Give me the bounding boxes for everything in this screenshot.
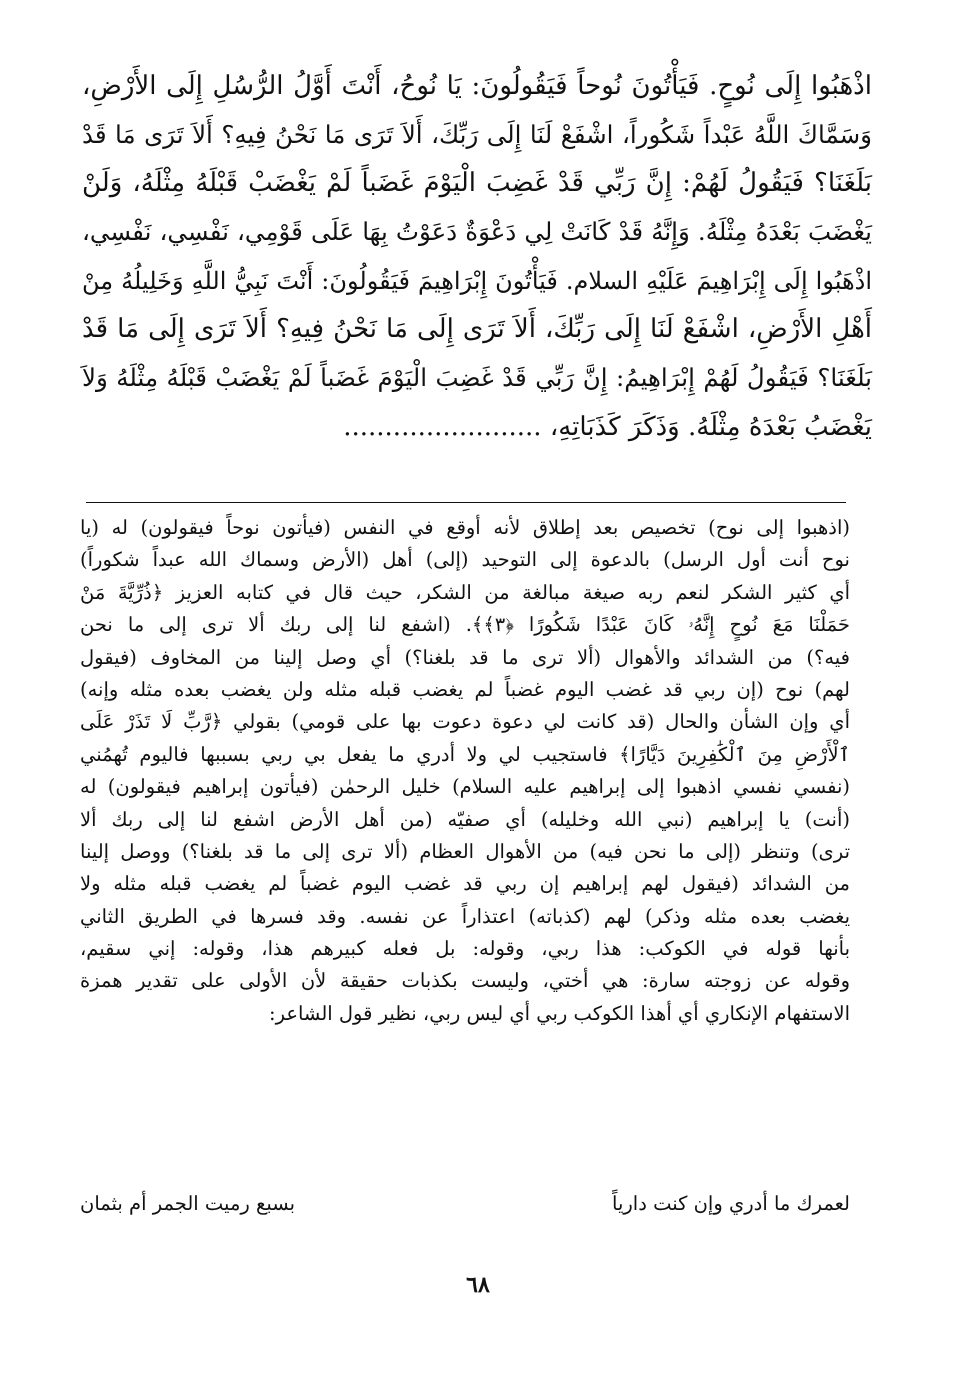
commentary-line: بأنها قوله في الكوكب: هذا ربي، وقوله: بل فعله كبيرهم هذا، وقوله: إني سقيم، bbox=[80, 937, 850, 961]
main-text-line: بَلَغَنَا؟ فَيَقُولُ لَهُمْ: إِنَّ رَبِّي قَدْ غَضِبَ الْيَوْمَ غَضَباً لَمْ يَغْضَبْ قَبْلَهُ مِثْلَهُ، وَلَنْ bbox=[82, 168, 872, 199]
commentary-line: ٱلْأَرْضِ مِنَ ٱلْكَٰفِرِينَ دَيَّارًا﴾ فاستجيب لي ولا أدري ما يفعل بي ربي بسببها فاليوم تُهمُني bbox=[80, 742, 850, 766]
commentary-line: (أنت) يا إبراهيم (نبي الله وخليله) أي صفيّه (من أهل الأرض اشفع لنا إلى ربك ألا bbox=[80, 807, 850, 831]
separator-rule bbox=[86, 502, 846, 503]
commentary-line: من الشدائد (فيقول لهم إبراهيم إن ربي قد غضب اليوم غضباً لم يغضب قبله مثله ولا bbox=[80, 872, 850, 896]
main-text-line: بَلَغَنَا؟ فَيَقُولُ لَهُمْ إِبْرَاهِيمُ: إِنَّ رَبِّي قَدْ غَضِبَ الْيَوْمَ غَضَباً لَمْ يَغْضَبْ قَبْلَهُ مِثْلَهُ وَلاَ bbox=[82, 363, 872, 393]
hadith-main-text bbox=[82, 62, 872, 452]
commentary-text bbox=[80, 512, 850, 1030]
main-text-line: وَسَمَّاكَ اللَّهُ عَبْداً شَكُوراً، اشْفَعْ لَنَا إِلَى رَبِّكَ، أَلاَ تَرَى مَا نَحْنُ فِيهِ؟ أَلاَ تَرَى مَا قَدْ bbox=[82, 119, 872, 149]
commentary-line: الاستفهام الإنكاري أي أهذا الكوكب ربي أي ليس ربي، نظير قول الشاعر: bbox=[269, 1001, 850, 1025]
main-text-line: يَغْضَبَ بَعْدَهُ مِثْلَهُ. وَإِنَّهُ قَدْ كَانَتْ لِي دَعْوَةٌ دَعَوْتُ بِهَا عَلَى قَوْمِي، نَفْسِي، نَفْسِي، bbox=[82, 217, 872, 247]
poetry-verse bbox=[80, 1188, 850, 1220]
commentary-line: (نفسي نفسي اذهبوا إلى إبراهيم عليه السلام) خليل الرحمٰن (فيأتون إبراهيم فيقولون) له bbox=[80, 775, 850, 799]
commentary-line: حَمَلْنَا مَعَ نُوحٍ إِنَّهُۥ كَانَ عَبْدًا شَكُورًا ﴿٣﴾﴾. (اشفع لنا إلى ربك ألا ترى إلى ما نحن bbox=[80, 613, 850, 637]
verse-first-hemistich: لعمرك ما أدري وإن كنت دارياً bbox=[612, 1192, 850, 1215]
main-text-line: يَغْضَبُ بَعْدَهُ مِثْلَهُ. وَذَكَرَ كَذَبَاتِهِ، ........................ bbox=[343, 411, 872, 442]
verse-second-hemistich: بسبع رميت الجمر أم بثمان bbox=[80, 1192, 296, 1215]
commentary-line: يغضب بعده مثله وذكر) لهم (كذباته) اعتذاراً عن نفسه. وقد فسرها في الطريق الثاني bbox=[80, 904, 850, 928]
commentary-line: وقوله عن زوجته سارة: هي أختي، وليست بكذبات حقيقة لأن الأولى على تقدير همزة bbox=[80, 969, 850, 993]
commentary-line: أي وإن الشأن والحال (قد كانت لي دعوة دعوت بها على قومي) بقولي ﴿رَّبِّ لَا تَذَرْ عَلَى bbox=[80, 710, 850, 734]
commentary-line: لهم) نوح (إن ربي قد غضب اليوم غضباً لم يغضب قبله مثله ولن يغضب بعده مثله وإنه) bbox=[80, 677, 850, 701]
commentary-line: ترى) وتنظر (إلى ما نحن فيه) من الأهوال العظام (ألا ترى إلى ما قد بلغنا؟) ووصل إلينا bbox=[80, 839, 850, 863]
page-number: ٦٨ bbox=[466, 1272, 490, 1298]
commentary-line: (اذهبوا إلى نوح) تخصيص بعد إطلاق لأنه أوقع في النفس (فيأتون نوحاً فيقولون) له (يا bbox=[80, 516, 850, 539]
main-text-line: اذْهَبُوا إِلَى إِبْرَاهِيمَ عَلَيْهِ السلام. فَيَأْتُونَ إِبْرَاهِيمَ فَيَقُولُونَ: أَنْتَ نَبِيُّ اللَّهِ وَخَلِيلُهُ مِنْ bbox=[82, 266, 872, 295]
main-text-line: أَهْلِ الأَرْضِ، اشْفَعْ لَنَا إِلَى رَبِّكَ، أَلاَ تَرَى إِلَى مَا نَحْنُ فِيهِ؟ أَلاَ تَرَى إِلَى مَا قَدْ bbox=[82, 314, 872, 345]
main-text-line: اذْهَبُوا إِلَى نُوحٍ. فَيَأْتُونَ نُوحاً فَيَقُولُونَ: يَا نُوحُ، أَنْتَ أَوَّلُ الرُّسُلِ إِلَى الأَرْضِ، bbox=[82, 71, 872, 101]
commentary-line: أي كثير الشكر لنعم ربه صيغة مبالغة من الشكر، حيث قال في كتابه العزيز ﴿ذُرِّيَّةَ مَنْ bbox=[80, 580, 850, 604]
commentary-line: فيه؟) من الشدائد والأهوال (ألا ترى ما قد بلغنا؟) أي وصل إلينا من المخاوف (فيقول bbox=[80, 645, 850, 669]
commentary-line: نوح أنت أول الرسل) بالدعوة إلى التوحيد (إلى) أهل (الأرض وسماك الله عبداً شكوراً) bbox=[80, 548, 850, 572]
